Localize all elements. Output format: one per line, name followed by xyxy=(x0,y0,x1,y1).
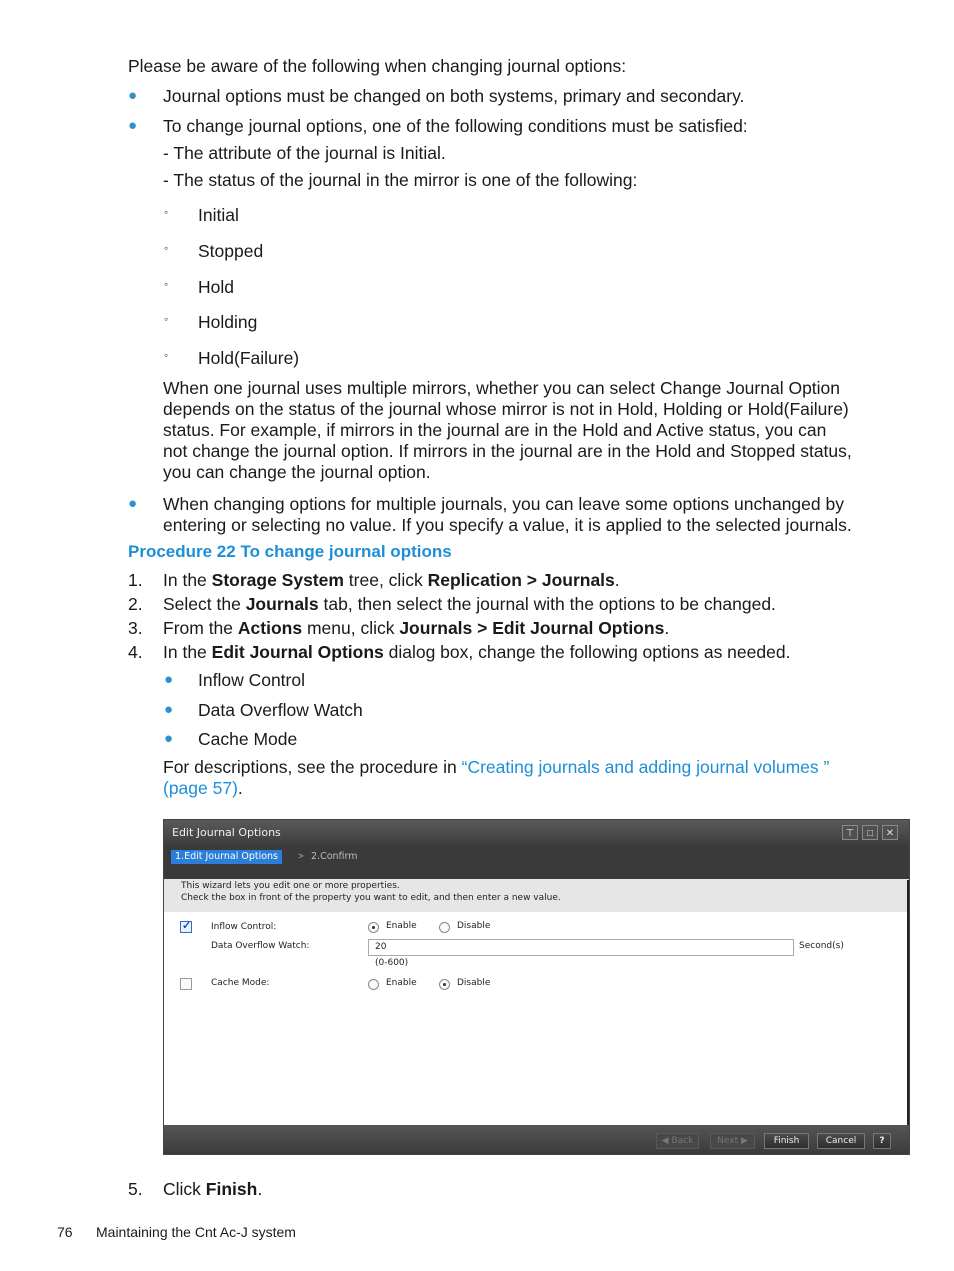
inflow-control-label: Inflow Control: xyxy=(211,922,277,932)
step-separator: > xyxy=(298,851,304,862)
radio-label: Disable xyxy=(457,921,491,931)
bullet-icon: ● xyxy=(128,117,138,134)
inflow-enable-radio[interactable] xyxy=(368,922,379,933)
step-number: 2. xyxy=(128,594,143,614)
bullet-icon: ● xyxy=(164,701,174,718)
overflow-range: (0-600) xyxy=(375,958,409,968)
option-item: Data Overflow Watch xyxy=(198,700,363,720)
bullet-icon: ● xyxy=(164,671,174,688)
circle-bullet-icon: ◦ xyxy=(164,312,169,326)
pin-icon[interactable]: ⊤ xyxy=(842,825,858,840)
page-number: 76 xyxy=(57,1224,73,1240)
intro-text: Please be aware of the following when changing journal options: xyxy=(128,56,627,76)
back-button[interactable]: ◀ Back xyxy=(656,1133,699,1149)
status-item: Initial xyxy=(198,205,239,225)
radio-label: Enable xyxy=(386,921,417,931)
radio-label: Enable xyxy=(386,978,417,988)
edit-journal-options-dialog xyxy=(163,819,910,1155)
step-number: 4. xyxy=(128,642,143,662)
finish-button[interactable]: Finish xyxy=(764,1133,809,1149)
step-number: 5. xyxy=(128,1179,143,1199)
circle-bullet-icon: ◦ xyxy=(164,348,169,362)
cache-enable-radio[interactable] xyxy=(368,979,379,990)
cache-mode-checkbox[interactable] xyxy=(180,978,192,990)
wizard-info xyxy=(164,879,909,912)
maximize-icon[interactable]: □ xyxy=(862,825,878,840)
crossref-link[interactable]: “Creating journals and adding journal volumes ” xyxy=(461,757,830,777)
circle-bullet-icon: ◦ xyxy=(164,205,169,219)
mirror-note: When one journal uses multiple mirrors, whether you can select Change Journal Option depends on the status of the journal whose mirror is not in Hold, Holding or Hold(Failure) status. For example, if mirrors in the journal are in the Hold and Active status, you can not change the journal option. If mirrors in the journal are in the Hold and Stopped status, you can change the journal option. xyxy=(163,378,852,482)
cache-mode-label: Cache Mode: xyxy=(211,978,270,988)
option-item: Cache Mode xyxy=(198,729,298,749)
scroll-edge xyxy=(907,880,909,1125)
descriptions-line-2: (page 57). xyxy=(163,778,243,798)
circle-bullet-icon: ◦ xyxy=(164,277,169,291)
condition-line: - The attribute of the journal is Initial. xyxy=(163,143,446,163)
inflow-control-checkbox[interactable] xyxy=(180,921,192,933)
close-icon[interactable]: ✕ xyxy=(882,825,898,840)
procedure-title: Procedure 22 To change journal options xyxy=(128,542,452,561)
info-line: Check the box in front of the property you want to edit, and then enter a new value. xyxy=(181,893,561,903)
input-value: 20 xyxy=(375,942,387,952)
bullet-icon: ● xyxy=(128,495,138,512)
inflow-disable-radio[interactable] xyxy=(439,922,450,933)
circle-bullet-icon: ◦ xyxy=(164,241,169,255)
bullet-item: Journal options must be changed on both systems, primary and secondary. xyxy=(163,86,745,106)
wizard-steps xyxy=(164,846,909,879)
help-button[interactable]: ? xyxy=(873,1133,891,1149)
bullet-icon: ● xyxy=(128,87,138,104)
next-button[interactable]: Next ▶ xyxy=(710,1133,755,1149)
step-5: Click Finish. xyxy=(163,1179,263,1199)
status-item: Holding xyxy=(198,312,258,332)
step-1: In the Storage System tree, click Replication > Journals. xyxy=(163,570,620,590)
dialog-title: Edit Journal Options xyxy=(172,826,281,839)
radio-label: Disable xyxy=(457,978,491,988)
descriptions-line: For descriptions, see the procedure in “Creating journals and adding journal volumes ” xyxy=(163,757,830,777)
dialog-titlebar xyxy=(164,820,909,846)
bullet-icon: ● xyxy=(164,730,174,747)
status-item: Hold(Failure) xyxy=(198,348,300,368)
step-2: Select the Journals tab, then select the journal with the options to be changed. xyxy=(163,594,776,614)
dialog-footer xyxy=(164,1125,909,1155)
step-4: In the Edit Journal Options dialog box, change the following options as needed. xyxy=(163,642,791,662)
status-item: Stopped xyxy=(198,241,264,261)
bullet-item: To change journal options, one of the following conditions must be satisfied: xyxy=(163,116,748,136)
overflow-unit: Second(s) xyxy=(799,941,844,951)
data-overflow-watch-input[interactable] xyxy=(368,939,794,956)
status-item: Hold xyxy=(198,277,234,297)
data-overflow-watch-label: Data Overflow Watch: xyxy=(211,941,310,951)
cancel-button[interactable]: Cancel xyxy=(817,1133,865,1149)
cache-disable-radio[interactable] xyxy=(439,979,450,990)
step-edit-journal-options: 1.Edit Journal Options xyxy=(171,850,282,864)
condition-line: - The status of the journal in the mirror is one of the following: xyxy=(163,170,638,190)
multi-journal-bullet: When changing options for multiple journals, you can leave some options unchanged by entering or selecting no value. If you specify a value, it is applied to the selected journals. xyxy=(163,494,852,535)
option-item: Inflow Control xyxy=(198,670,305,690)
step-3: From the Actions menu, click Journals > Edit Journal Options. xyxy=(163,618,670,638)
footer-section: Maintaining the Cnt Ac-J system xyxy=(96,1224,296,1240)
info-line: This wizard lets you edit one or more properties. xyxy=(181,881,400,891)
crossref-page-link[interactable]: (page 57) xyxy=(163,778,238,798)
step-number: 3. xyxy=(128,618,143,638)
step-confirm: 2.Confirm xyxy=(311,851,358,862)
step-number: 1. xyxy=(128,570,143,590)
